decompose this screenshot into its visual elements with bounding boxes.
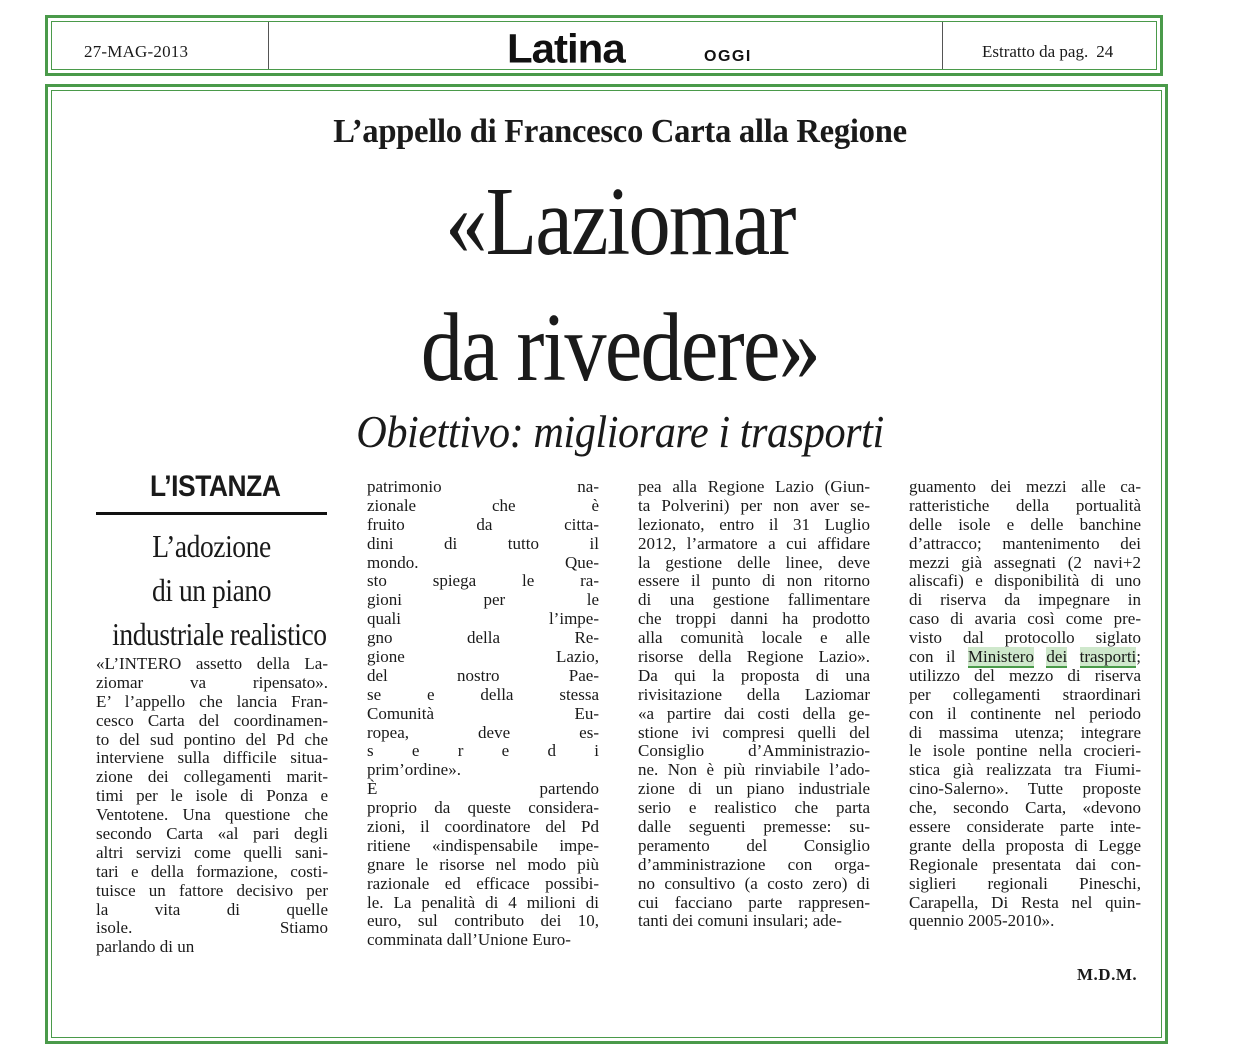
text-line: mondo. Que- — [367, 552, 599, 572]
text-line: tanti dei comuni insulari; ade- — [638, 911, 842, 931]
text-column-3 — [638, 478, 870, 931]
text-line: stione ivi compresi quelli del — [638, 722, 870, 742]
text-line: tuisce un fattore decisivo per — [96, 880, 328, 900]
text-line: la gestione delle linee, deve — [638, 552, 870, 572]
text-line: 2012, l’armatore a cui affidare — [638, 533, 870, 553]
page-extract-info — [982, 42, 1113, 62]
text-line: to del sud pontino del Pd che — [96, 729, 328, 749]
text-line: «L’INTERO assetto della La- — [96, 654, 328, 673]
highlighted-word: Ministero — [967, 647, 1034, 667]
text-line: timi per le isole di Ponza e — [96, 786, 328, 806]
text-line: visto dal protocollo siglato — [909, 628, 1141, 648]
text-line: di massima utenza; integrare — [909, 722, 1141, 742]
masthead-divider-left — [268, 22, 269, 69]
text-line: che troppi danni ha prodotto — [638, 609, 870, 629]
text-line: isole. Stiamo — [96, 918, 328, 938]
text-line: zionale che è — [367, 495, 599, 515]
text-line: Comunità Eu- — [367, 703, 599, 723]
text-line: ziomar va ripensato». — [96, 672, 328, 692]
text-line: sto spiega le ra- — [367, 571, 599, 591]
text-line: quali l’impe- — [367, 609, 599, 629]
text-line: Ventotene. Una questione che — [96, 805, 328, 825]
text-line: secondo Carta «al pari degli — [96, 824, 328, 844]
highlighted-word: trasporti — [1079, 647, 1137, 667]
text-line: È partendo — [367, 779, 599, 799]
deck-line: L’adozione — [152, 528, 271, 564]
text-line: siglieri regionali Pineschi, — [909, 873, 1141, 893]
deck-line: di un piano — [151, 572, 272, 608]
text-line: che, secondo Carta, «devono — [909, 798, 1141, 818]
text-line: serio e realistico che parta — [638, 798, 870, 818]
masthead-divider-right — [942, 22, 943, 69]
deck-line: industriale realistico — [112, 616, 327, 652]
text-line: dalle seguenti premesse: su- — [638, 817, 870, 837]
text-line: caso di avaria così come pre- — [909, 609, 1141, 629]
text-line: patrimonio na- — [367, 477, 599, 496]
text-line: essere il punto di non ritorno — [638, 571, 870, 591]
text-line: le isole pontine nella crocieri- — [909, 741, 1141, 761]
text-line: gno della Re- — [367, 628, 599, 648]
text-line: le. La penalità di 4 milioni di — [367, 892, 599, 912]
text-line: con il continente nel periodo — [909, 703, 1141, 723]
text-line: peramento del Consiglio — [638, 835, 870, 855]
text-line: stica già realizzata tra Fiumi- — [909, 760, 1141, 780]
text-line: gnare le risorse nel modo più — [367, 854, 599, 874]
text-column-2 — [367, 478, 599, 950]
text-line: guamento dei mezzi alle ca- — [909, 477, 1141, 496]
masthead-inner-frame — [51, 21, 1157, 70]
text-line: delle isole e delle banchine — [909, 514, 1141, 534]
text-line: cesco Carta del coordinamen- — [96, 710, 328, 730]
text-line: dini di tutto il — [367, 533, 599, 553]
headline-line-2: da rivedere» — [420, 294, 820, 402]
text-line: Carapella, Di Resta nel quin- — [909, 892, 1141, 912]
text-line: prim’ordine». — [367, 760, 461, 780]
text-line: lezionato, entro il 31 Luglio — [638, 514, 870, 534]
text-line: comminata dall’Unione Euro- — [367, 930, 571, 950]
text-line: ritiene «indispensabile impe- — [367, 835, 599, 855]
text-line: alla comunità locale e alle — [638, 628, 870, 648]
text-line: cui facciano parte rappresen- — [638, 892, 870, 912]
text-line: rivisitazione della Laziomar — [638, 684, 870, 704]
text-line: di una gestione fallimentare — [638, 590, 870, 610]
masthead-frame — [45, 15, 1163, 76]
article-subhead: Obiettivo: migliorare i trasporti — [356, 406, 884, 457]
text-line: per collegamenti straordinari — [909, 684, 1141, 704]
text-line: E’ l’appello che lancia Fran- — [96, 691, 328, 711]
text-line: del nostro Pae- — [367, 665, 599, 685]
page-number: 24 — [1096, 42, 1114, 61]
headline-line-1: «Laziomar — [445, 168, 795, 276]
text-line: con il Ministero dei trasporti; — [909, 647, 1142, 667]
text-line: parlando di un — [96, 937, 195, 957]
text-line: s e r e d i — [367, 741, 599, 761]
newspaper-logo-sub: OGGI — [704, 48, 752, 65]
text-line: aliscafi) e disponibilità di uno — [909, 571, 1141, 591]
text-column-4 — [909, 478, 1141, 931]
text-line: pea alla Regione Lazio (Giun- — [638, 477, 870, 496]
text-line: ropea, deve es- — [367, 722, 599, 742]
text-line: zione dei collegamenti marit- — [96, 767, 328, 787]
article-deck — [96, 524, 327, 656]
text-line: gioni per le — [367, 590, 599, 610]
text-line: grante della proposta di Legge — [909, 835, 1141, 855]
text-line: ta Polverini) per non aver se- — [638, 495, 870, 515]
extract-label: Estratto da pag. — [982, 42, 1089, 61]
text-column-1 — [96, 655, 328, 957]
text-line: ratteristiche della portualità — [909, 495, 1141, 515]
text-line: di riserva da impegnare in — [909, 590, 1141, 610]
text-line: fruito da citta- — [367, 514, 599, 534]
text-line: d’attracco; mantenimento dei — [909, 533, 1141, 553]
text-line: proprio da queste considera- — [367, 798, 599, 818]
section-tag: L’ISTANZA — [150, 470, 281, 503]
text-line: Da qui la proposta di una — [638, 665, 870, 685]
text-line: risorse della Regione Lazio». — [638, 647, 870, 667]
text-line: altri servizi come quelli sani- — [96, 842, 328, 862]
text-line: se e della stessa — [367, 684, 599, 704]
text-line: Regionale presentata dai con- — [909, 854, 1141, 874]
text-line: Consiglio d’Amministrazio- — [638, 741, 870, 761]
text-line: «a partire dai costi della ge- — [638, 703, 870, 723]
author-signature: M.D.M. — [1077, 965, 1138, 984]
text-line: ne. Non è più rinviabile l’ado- — [638, 760, 870, 780]
text-line: utilizzo del mezzo di riserva — [909, 665, 1141, 685]
text-line: no consultivo (a costo zero) di — [638, 873, 870, 893]
text-line: la vita di quelle — [96, 899, 328, 919]
text-line: essere considerate parte inte- — [909, 817, 1141, 837]
text-line: gione Lazio, — [367, 647, 599, 667]
text-line: d’amministrazione con orga- — [638, 854, 870, 874]
text-line: cino-Salerno». Tutte proposte — [909, 779, 1141, 799]
text-line: euro, sul contributo dei 10, — [367, 911, 599, 931]
section-rule — [96, 512, 327, 515]
text-line: razionale ed efficace possibi- — [367, 873, 599, 893]
text-line: zione di un piano industriale — [638, 779, 870, 799]
article-kicker: L’appello di Francesco Carta alla Regione — [333, 113, 907, 150]
highlighted-word: dei — [1046, 647, 1068, 667]
text-line: tari e della formazione, costi- — [96, 861, 328, 881]
text-line: quennio 2005-2010». — [909, 911, 1055, 931]
publication-date: 27-MAG-2013 — [84, 42, 189, 61]
text-line: interviene sulla difficile situa- — [96, 748, 328, 768]
text-line: mezzi già assegnati (2 navi+2 — [909, 552, 1141, 572]
newspaper-logo: Latina — [507, 25, 625, 72]
text-line: zioni, il coordinatore del Pd — [367, 817, 599, 837]
